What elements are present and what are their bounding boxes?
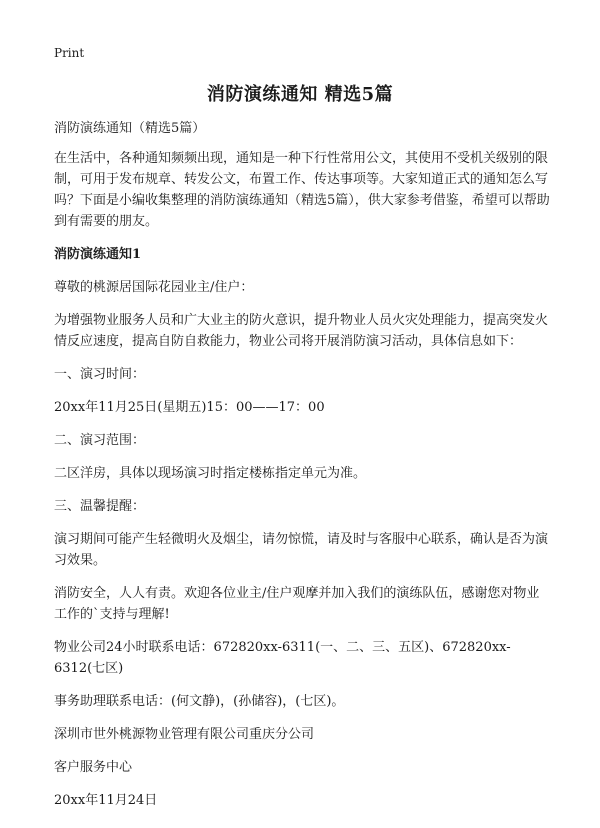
hotline-paragraph: 物业公司24小时联系电话：672820xx-6311(一、二、三、五区)、672820xx-6312(七区): [54, 640, 511, 676]
company-name: 深圳市世外桃源物业管理有限公司重庆分公司: [54, 727, 315, 742]
reminder-value: 演习期间可能产生轻微明火及烟尘，请勿惊慌，请及时与客服中心联系，确认是否为演习效果。: [54, 532, 549, 568]
greeting-paragraph: 尊敬的桃源居国际花园业主/住户：: [54, 280, 254, 295]
article-body: [54, 118, 550, 823]
purpose-paragraph: 为增强物业服务人员和广大业主的防火意识，提升物业人员火灾处理能力，提高突发火情反应速度，提高自防自救能力，物业公司将开展消防演习活动，具体信息如下：: [54, 313, 549, 349]
scope-value: 二区洋房，具体以现场演习时指定楼栋指定单元为准。: [54, 466, 367, 481]
reminder-label: 三、温馨提醒：: [54, 499, 146, 514]
article-subtitle: 消防演练通知（精选5篇）: [54, 121, 206, 136]
time-value: 20xx年11月25日(星期五)15：00——17：00: [54, 400, 325, 415]
page-title: 消防演练通知 精选5篇: [206, 84, 394, 105]
intro-paragraph: 在生活中，各种通知频频出现，通知是一种下行性常用公文，其使用不受机关级别的限制，可用于发布规章、转发公文，布置工作、传达事项等。大家知道正式的通知怎么写吗？下面是小编收集整理的消防演练通知（精选5篇），供大家参考借鉴，希望可以帮助到有需要的朋友。: [54, 151, 550, 229]
department-name: 客户服务中心: [54, 760, 133, 775]
scope-label: 二、演习范围：: [54, 433, 146, 448]
time-label: 一、演习时间：: [54, 367, 146, 382]
safety-paragraph: 消防安全，人人有责。欢迎各位业主/住户观摩并加入我们的演练队伍，感谢您对物业工作的`支持与理解!: [54, 586, 540, 622]
section-heading: 消防演练通知1: [54, 247, 142, 262]
assistant-contact: 事务助理联系电话：(何文静)，(孙储容)，(七区)。: [54, 694, 345, 709]
print-link[interactable]: Print: [54, 46, 85, 60]
notice-date: 20xx年11月24日: [54, 793, 158, 808]
